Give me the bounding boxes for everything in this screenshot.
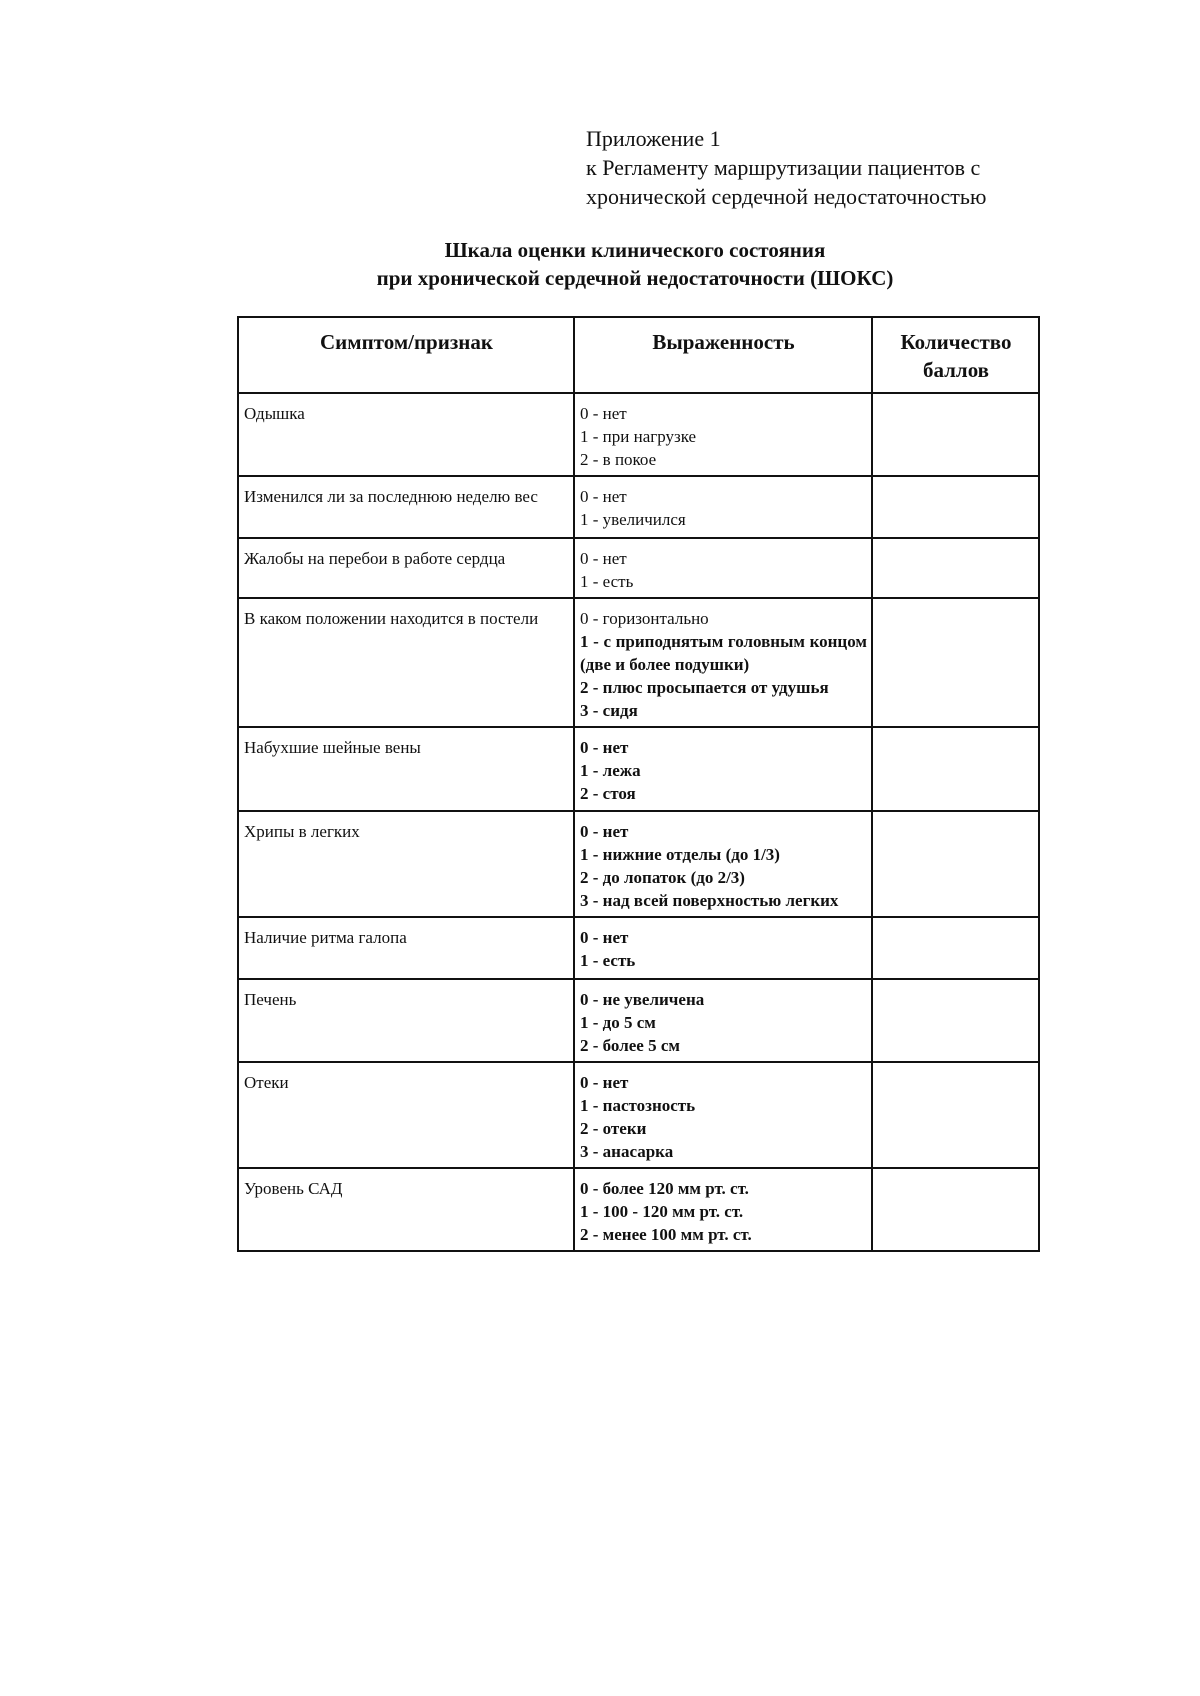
- severity-level: 2 - стоя: [580, 784, 636, 803]
- symptom-cell: Изменился ли за последнюю неделю вес: [238, 476, 574, 538]
- severity-cell: [574, 538, 872, 598]
- table-header-row: [238, 317, 1039, 393]
- severity-level: 0 - более 120 мм рт. ст.: [580, 1179, 749, 1198]
- severity-level: 1 - лежа: [580, 761, 641, 780]
- severity-level: 1 - пастозность: [580, 1096, 696, 1115]
- title-line-2: при хронической сердечной недостаточности (ШОКС): [376, 266, 894, 290]
- score-cell[interactable]: [872, 598, 1039, 727]
- score-cell[interactable]: [872, 917, 1039, 979]
- severity-cell: [574, 598, 872, 727]
- table-row: [238, 979, 1039, 1062]
- header-severity: Выраженность: [574, 317, 872, 393]
- severity-cell: [574, 917, 872, 979]
- symptom-cell: Набухшие шейные вены: [238, 727, 574, 811]
- severity-level: 0 - нет: [580, 928, 629, 947]
- document-title: [0, 236, 1200, 292]
- severity-level: 1 - с приподнятым головным концом (две и более подушки): [580, 632, 867, 674]
- assessment-scale-table: [237, 316, 1040, 1252]
- severity-level: 2 - в покое: [580, 450, 657, 469]
- table-row: [238, 538, 1039, 598]
- severity-level: 2 - отеки: [580, 1119, 647, 1138]
- score-cell[interactable]: [872, 727, 1039, 811]
- severity-cell: [574, 393, 872, 476]
- severity-level: 0 - нет: [580, 487, 627, 506]
- severity-level: 3 - сидя: [580, 701, 638, 720]
- table-row: [238, 476, 1039, 538]
- table-row: [238, 811, 1039, 917]
- score-cell[interactable]: [872, 538, 1039, 598]
- symptom-cell: Наличие ритма галопа: [238, 917, 574, 979]
- severity-level: 1 - при нагрузке: [580, 427, 697, 446]
- severity-level: 2 - плюс просыпается от удушья: [580, 678, 829, 697]
- score-cell[interactable]: [872, 979, 1039, 1062]
- header-score: Количество баллов: [872, 317, 1039, 393]
- severity-cell: [574, 1168, 872, 1251]
- score-cell[interactable]: [872, 393, 1039, 476]
- symptom-cell: Жалобы на перебои в работе сердца: [238, 538, 574, 598]
- severity-level: 2 - до лопаток (до 2/3): [580, 868, 745, 887]
- score-cell[interactable]: [872, 476, 1039, 538]
- severity-level: 0 - не увеличена: [580, 990, 705, 1009]
- appendix-reference-line-2: хронической сердечной недостаточностью: [586, 184, 987, 209]
- appendix-header: [586, 124, 1106, 211]
- severity-level: 2 - менее 100 мм рт. ст.: [580, 1225, 752, 1244]
- table-row: [238, 727, 1039, 811]
- symptom-cell: Отеки: [238, 1062, 574, 1168]
- severity-level: 1 - увеличился: [580, 510, 686, 529]
- severity-level: 2 - более 5 см: [580, 1036, 680, 1055]
- severity-level: 0 - нет: [580, 738, 629, 757]
- severity-level: 3 - анасарка: [580, 1142, 674, 1161]
- symptom-cell: Одышка: [238, 393, 574, 476]
- severity-cell: [574, 1062, 872, 1168]
- score-cell[interactable]: [872, 1168, 1039, 1251]
- symptom-cell: Уровень САД: [238, 1168, 574, 1251]
- title-line-1: Шкала оценки клинического состояния: [444, 238, 826, 262]
- symptom-cell: Хрипы в легких: [238, 811, 574, 917]
- severity-cell: [574, 811, 872, 917]
- score-cell[interactable]: [872, 1062, 1039, 1168]
- severity-cell: [574, 979, 872, 1062]
- table-row: [238, 598, 1039, 727]
- table-row: [238, 1062, 1039, 1168]
- severity-cell: [574, 727, 872, 811]
- symptom-cell: Печень: [238, 979, 574, 1062]
- severity-level: 0 - нет: [580, 549, 627, 568]
- appendix-reference-line-1: к Регламенту маршрутизации пациентов с: [586, 155, 981, 180]
- table-body: [238, 393, 1039, 1251]
- score-cell[interactable]: [872, 811, 1039, 917]
- severity-cell: [574, 476, 872, 538]
- symptom-cell: В каком положении находится в постели: [238, 598, 574, 727]
- table-row: [238, 1168, 1039, 1251]
- header-symptom: Симптом/признак: [238, 317, 574, 393]
- table-row: [238, 917, 1039, 979]
- severity-level: 1 - есть: [580, 951, 636, 970]
- severity-level: 1 - есть: [580, 572, 634, 591]
- severity-level: 1 - нижние отделы (до 1/3): [580, 845, 780, 864]
- severity-level: 0 - нет: [580, 822, 629, 841]
- severity-level: 0 - нет: [580, 1073, 629, 1092]
- table-row: [238, 393, 1039, 476]
- severity-level: 0 - нет: [580, 404, 627, 423]
- severity-level: 1 - до 5 см: [580, 1013, 656, 1032]
- severity-level: 3 - над всей поверхностью легких: [580, 891, 839, 910]
- severity-level: 0 - горизонтально: [580, 609, 709, 628]
- severity-level: 1 - 100 - 120 мм рт. ст.: [580, 1202, 744, 1221]
- appendix-number: Приложение 1: [586, 126, 721, 151]
